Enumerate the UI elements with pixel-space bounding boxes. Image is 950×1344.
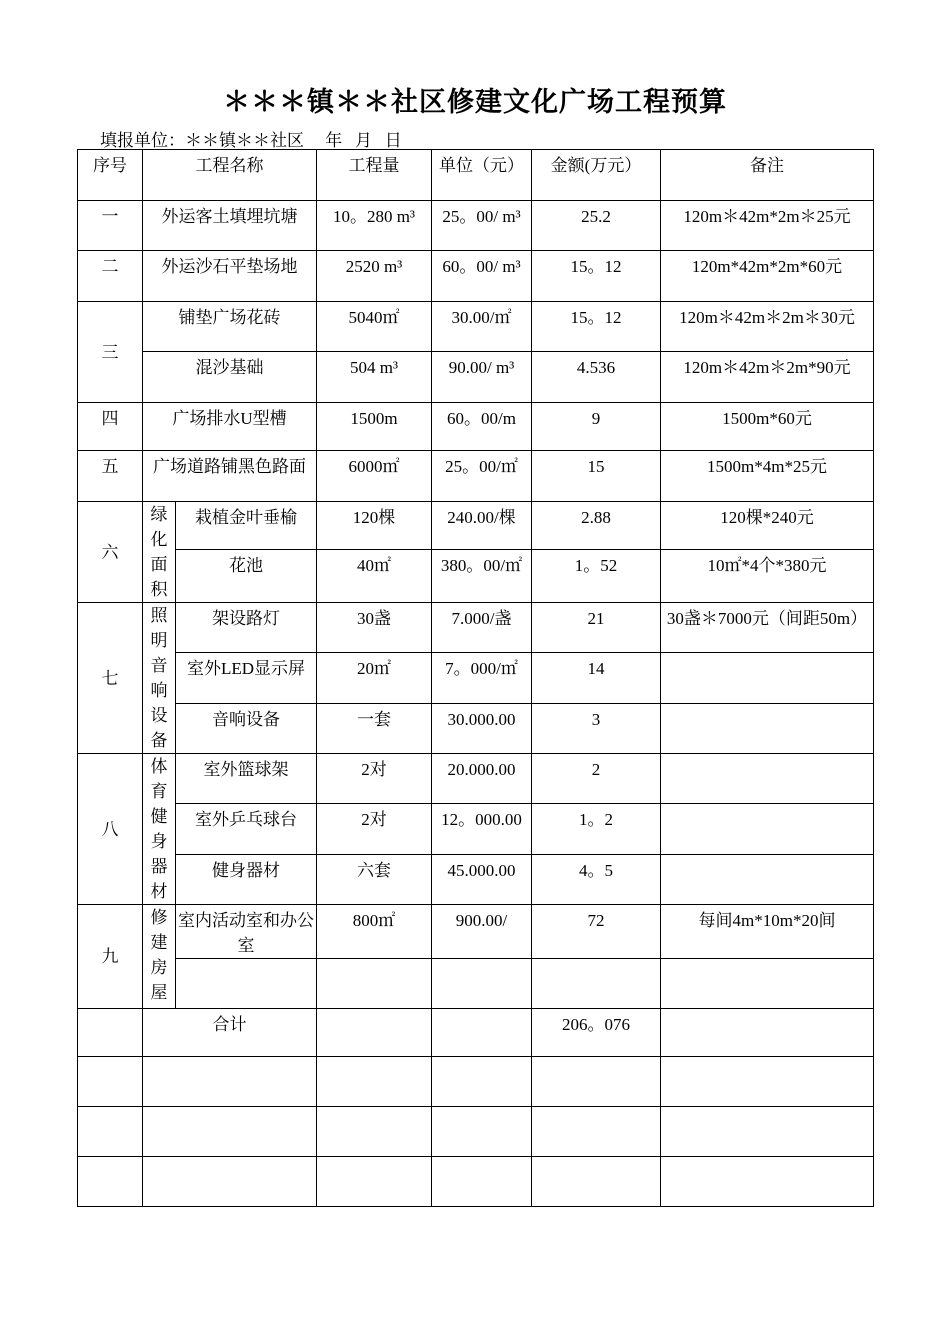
row-name: 健身器材 — [176, 855, 317, 905]
table-row — [78, 754, 874, 804]
row-note — [661, 804, 874, 855]
row-unit: 12。000.00 — [432, 804, 532, 855]
table-row — [78, 905, 874, 959]
row-note — [661, 703, 874, 753]
row-note: 120m*42m*2m*60元 — [661, 251, 874, 302]
table-header-row — [78, 150, 874, 201]
row-name: 室内活动室和办公室 — [176, 905, 317, 959]
row-qty: 504 m³ — [317, 352, 432, 403]
row-note: 每间4m*10m*20间 — [661, 905, 874, 959]
row-name: 室外篮球架 — [176, 754, 317, 804]
row-qty: 6000㎡ — [317, 451, 432, 502]
row-qty: 120棵 — [317, 502, 432, 550]
row-qty — [317, 959, 432, 1009]
row-name: 广场道路铺黑色路面 — [143, 451, 317, 502]
row-unit: 45.000.00 — [432, 855, 532, 905]
row-note: 120m＊42m＊2m*90元 — [661, 352, 874, 403]
row-amount: 2 — [532, 754, 661, 804]
row-note — [661, 959, 874, 1009]
row-note: 30盏＊7000元（间距50m） — [661, 603, 874, 653]
category-label: 修建房屋 — [150, 908, 168, 1002]
row-name: 铺垫广场花砖 — [143, 302, 317, 352]
row-qty: 30盏 — [317, 603, 432, 653]
row-qty: 800㎡ — [317, 905, 432, 959]
empty-row — [78, 1157, 874, 1207]
row-name: 外运客土填埋坑塘 — [143, 201, 317, 251]
row-unit: 20.000.00 — [432, 754, 532, 804]
table-row — [78, 251, 874, 302]
row-amount: 2.88 — [532, 502, 661, 550]
row-qty: 20㎡ — [317, 653, 432, 703]
row-qty: 六套 — [317, 855, 432, 905]
row-qty: 一套 — [317, 703, 432, 753]
row-name: 室外乒乓球台 — [176, 804, 317, 855]
header-name: 工程名称 — [143, 150, 317, 201]
row-name: 音响设备 — [176, 703, 317, 753]
row-qty: 2对 — [317, 804, 432, 855]
row-seq: 七 — [78, 603, 143, 754]
category-label: 体育健身器材 — [150, 757, 168, 901]
table-row — [78, 502, 874, 550]
row-unit: 60。00/m — [432, 403, 532, 451]
row-amount: 15。12 — [532, 251, 661, 302]
row-qty: 2520 m³ — [317, 251, 432, 302]
row-amount: 15 — [532, 451, 661, 502]
row-amount: 15。12 — [532, 302, 661, 352]
header-note: 备注 — [661, 150, 874, 201]
row-amount: 4。5 — [532, 855, 661, 905]
row-seq: 二 — [78, 251, 143, 302]
row-seq: 六 — [78, 502, 143, 603]
row-amount — [532, 959, 661, 1009]
total-note — [661, 1009, 874, 1057]
category-label: 照明音响设备 — [150, 606, 168, 750]
row-amount: 25.2 — [532, 201, 661, 251]
total-amount: 206。076 — [532, 1009, 661, 1057]
row-name: 外运沙石平垫场地 — [143, 251, 317, 302]
row-note — [661, 855, 874, 905]
row-unit: 60。00/ m³ — [432, 251, 532, 302]
row-note: 120棵*240元 — [661, 502, 874, 550]
table-row — [78, 603, 874, 653]
table-row — [78, 959, 874, 1009]
category-label: 绿化面积 — [150, 505, 168, 599]
row-qty: 40㎡ — [317, 550, 432, 603]
row-amount: 1。2 — [532, 804, 661, 855]
row-note: 10㎡*4个*380元 — [661, 550, 874, 603]
table-row — [78, 451, 874, 502]
row-unit — [432, 959, 532, 1009]
row-amount: 9 — [532, 403, 661, 451]
row-note — [661, 754, 874, 804]
table-row — [78, 703, 874, 753]
row-note: 1500m*60元 — [661, 403, 874, 451]
row-unit: 900.00/ — [432, 905, 532, 959]
row-unit: 30.00/㎡ — [432, 302, 532, 352]
row-seq: 四 — [78, 403, 143, 451]
table-row — [78, 804, 874, 855]
row-note: 120m＊42m＊2m＊30元 — [661, 302, 874, 352]
row-note: 1500m*4m*25元 — [661, 451, 874, 502]
row-note: 120m＊42m*2m＊25元 — [661, 201, 874, 251]
row-unit: 7。000/㎡ — [432, 653, 532, 703]
total-seq — [78, 1009, 143, 1057]
row-name: 架设路灯 — [176, 603, 317, 653]
row-unit: 380。00/㎡ — [432, 550, 532, 603]
row-amount: 72 — [532, 905, 661, 959]
total-row — [78, 1009, 874, 1057]
row-seq: 八 — [78, 754, 143, 905]
table-row — [78, 302, 874, 352]
row-unit: 7.000/盏 — [432, 603, 532, 653]
table-row — [78, 855, 874, 905]
document-title: ＊＊＊镇＊＊社区修建文化广场工程预算 — [223, 87, 727, 117]
total-label: 合计 — [143, 1009, 317, 1057]
header-unit: 单位（元） — [432, 150, 532, 201]
table-row — [78, 352, 874, 403]
total-qty — [317, 1009, 432, 1057]
table-row — [78, 201, 874, 251]
row-amount: 3 — [532, 703, 661, 753]
row-name: 室外LED显示屏 — [176, 653, 317, 703]
row-amount: 14 — [532, 653, 661, 703]
total-unit — [432, 1009, 532, 1057]
row-unit: 90.00/ m³ — [432, 352, 532, 403]
empty-row — [78, 1057, 874, 1107]
row-note — [661, 653, 874, 703]
row-unit: 240.00/棵 — [432, 502, 532, 550]
row-seq: 三 — [78, 302, 143, 403]
header-amount: 金额(万元） — [532, 150, 661, 201]
row-qty: 5040㎡ — [317, 302, 432, 352]
row-amount: 4.536 — [532, 352, 661, 403]
row-name: 栽植金叶垂榆 — [176, 502, 317, 550]
row-unit: 30.000.00 — [432, 703, 532, 753]
row-seq: 五 — [78, 451, 143, 502]
row-seq: 九 — [78, 905, 143, 1009]
table-row — [78, 550, 874, 603]
table-row — [78, 653, 874, 703]
report-unit-line: 填报单位：＊＊镇＊＊社区 年 月 日 — [100, 131, 402, 150]
row-unit: 25。00/ m³ — [432, 201, 532, 251]
row-amount: 1。52 — [532, 550, 661, 603]
row-category — [143, 905, 176, 1009]
row-category — [143, 502, 176, 603]
row-category — [143, 754, 176, 905]
row-name: 广场排水U型槽 — [143, 403, 317, 451]
row-name: 混沙基础 — [143, 352, 317, 403]
row-seq: 一 — [78, 201, 143, 251]
row-name — [176, 959, 317, 1009]
header-seq: 序号 — [78, 150, 143, 201]
empty-row — [78, 1107, 874, 1157]
budget-table — [77, 149, 874, 1207]
row-category — [143, 603, 176, 754]
row-unit: 25。00/㎡ — [432, 451, 532, 502]
row-qty: 10。280 m³ — [317, 201, 432, 251]
row-qty: 1500m — [317, 403, 432, 451]
row-amount: 21 — [532, 603, 661, 653]
table-row — [78, 403, 874, 451]
header-qty: 工程量 — [317, 150, 432, 201]
row-name: 花池 — [176, 550, 317, 603]
row-qty: 2对 — [317, 754, 432, 804]
